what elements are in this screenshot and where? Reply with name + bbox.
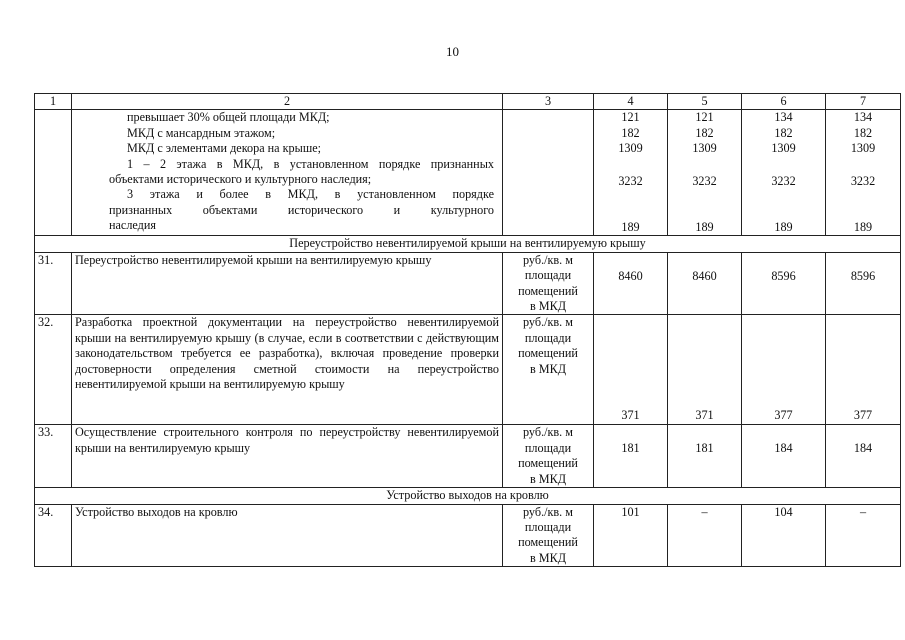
cont-line: превышает 30% общей площади МКД; — [127, 110, 330, 125]
spacer — [671, 157, 738, 174]
value-cell — [594, 315, 668, 425]
unit-line: площади — [524, 440, 572, 455]
unit-line: руб./кв. м — [523, 504, 573, 519]
row-number: 32. — [35, 315, 72, 425]
spacer — [745, 189, 822, 220]
page-number: 10 — [446, 44, 459, 59]
unit-line: в МКД — [529, 361, 567, 376]
header-cell: 4 — [594, 94, 668, 110]
value-cell: 104 — [742, 504, 826, 567]
unit-cell — [503, 110, 594, 236]
cont-line: наследия — [109, 218, 157, 233]
values-col-5 — [668, 110, 742, 236]
table-row-continuation — [35, 110, 901, 236]
value: 3232 — [850, 173, 876, 188]
tariff-table — [34, 93, 901, 567]
spacer — [745, 157, 822, 174]
value: 1309 — [850, 141, 876, 156]
cont-line: 3 этажа и более в МКД, в установленном порядке — [127, 187, 494, 202]
value-cell: – — [668, 504, 742, 567]
row-number: 33. — [35, 425, 72, 488]
row-description: Переустройство невентилируемой крыши на вентилируемую крышу — [72, 252, 503, 315]
value: 121 — [621, 110, 640, 125]
section-row — [35, 488, 901, 504]
unit-line: помещений — [518, 456, 578, 471]
value-cell — [826, 315, 901, 425]
value: 189 — [695, 220, 714, 235]
value: 1309 — [618, 141, 643, 156]
spacer — [829, 189, 897, 220]
section-title: Устройство выходов на кровлю — [35, 488, 901, 504]
value: 189 — [853, 220, 873, 235]
unit-line: руб./кв. м — [523, 425, 573, 440]
cont-line: МКД с элементами декора на крыше; — [127, 141, 322, 156]
unit-cell — [503, 252, 594, 315]
table-row-33 — [35, 425, 901, 488]
value: 371 — [695, 408, 714, 423]
spacer — [829, 157, 897, 174]
value: 377 — [853, 408, 873, 423]
value: 182 — [774, 125, 793, 140]
header-cell: 2 — [72, 94, 503, 110]
header-cell: 7 — [826, 94, 901, 110]
value-cell: 181 — [668, 425, 742, 488]
value: 121 — [695, 110, 714, 125]
unit-line: площади — [524, 268, 572, 283]
unit-cell — [503, 315, 594, 425]
num-cell — [35, 110, 72, 236]
value-cell — [668, 315, 742, 425]
row-description: Разработка проектной документации на переустройство невентилируемой крыши на вентилируемую крышу (в случае, если в соответствии с действующим законодательством требуется ее разработка), включая проведение проверки достоверности определения сметной стоимости на переустройство невентилируемой крыши на вентилируемую крышу — [72, 315, 503, 425]
values-col-6 — [742, 110, 826, 236]
row-description: Осуществление строительного контроля по переустройству невентилируемой крыши на вентилируемую крышу — [72, 425, 503, 488]
unit-line: площади — [524, 519, 572, 534]
spacer — [597, 189, 664, 220]
unit-line: в МКД — [529, 550, 567, 565]
section-row — [35, 236, 901, 252]
cont-line: объектами исторического и культурного наследия; — [109, 172, 372, 187]
value-cell: 8460 — [594, 252, 668, 315]
value-cell: 184 — [742, 425, 826, 488]
row-number: 31. — [35, 252, 72, 315]
value-cell: 8596 — [826, 252, 901, 315]
cont-line: МКД с мансардным этажом; — [127, 125, 276, 140]
unit-line: площади — [524, 330, 572, 345]
table-row-34 — [35, 504, 901, 567]
unit-line: помещений — [518, 283, 578, 298]
value: 182 — [621, 125, 640, 140]
value: 189 — [774, 220, 793, 235]
unit-line: руб./кв. м — [523, 315, 573, 330]
value: 182 — [695, 125, 714, 140]
cont-line: признанных объектами исторического и культурного — [109, 202, 494, 217]
unit-cell — [503, 504, 594, 567]
spacer — [597, 157, 664, 174]
spacer — [671, 189, 738, 220]
value-cell: 8596 — [742, 252, 826, 315]
header-cell: 5 — [668, 94, 742, 110]
unit-line: руб./кв. м — [523, 252, 573, 267]
values-col-7 — [826, 110, 901, 236]
value-cell: – — [826, 504, 901, 567]
table-row-31 — [35, 252, 901, 315]
value-cell: 101 — [594, 504, 668, 567]
value-cell — [742, 315, 826, 425]
value: 3232 — [618, 173, 643, 188]
value: 189 — [621, 220, 640, 235]
value-cell: 8460 — [668, 252, 742, 315]
value: 134 — [774, 110, 793, 125]
value: 3232 — [692, 173, 717, 188]
value-cell: 181 — [594, 425, 668, 488]
unit-line: помещений — [518, 346, 578, 361]
value: 3232 — [771, 173, 796, 188]
value: 377 — [774, 408, 793, 423]
row-number: 34. — [35, 504, 72, 567]
values-col-4 — [594, 110, 668, 236]
value: 1309 — [692, 141, 717, 156]
value: 371 — [621, 408, 640, 423]
unit-line: в МКД — [529, 299, 567, 314]
value: 134 — [853, 110, 873, 125]
continuation-desc — [72, 110, 503, 236]
unit-cell — [503, 425, 594, 488]
unit-line: в МКД — [529, 471, 567, 486]
section-title: Переустройство невентилируемой крыши на вентилируемую крышу — [35, 236, 901, 252]
cont-line: 1 – 2 этажа в МКД, в установленном порядке признанных — [127, 156, 494, 171]
value: 182 — [853, 125, 873, 140]
value: 1309 — [771, 141, 796, 156]
value-cell: 184 — [826, 425, 901, 488]
header-cell: 1 — [35, 94, 72, 110]
header-row — [35, 94, 901, 110]
row-description: Устройство выходов на кровлю — [72, 504, 503, 567]
header-cell: 3 — [503, 94, 594, 110]
unit-line: помещений — [518, 535, 578, 550]
table-row-32 — [35, 315, 901, 425]
header-cell: 6 — [742, 94, 826, 110]
